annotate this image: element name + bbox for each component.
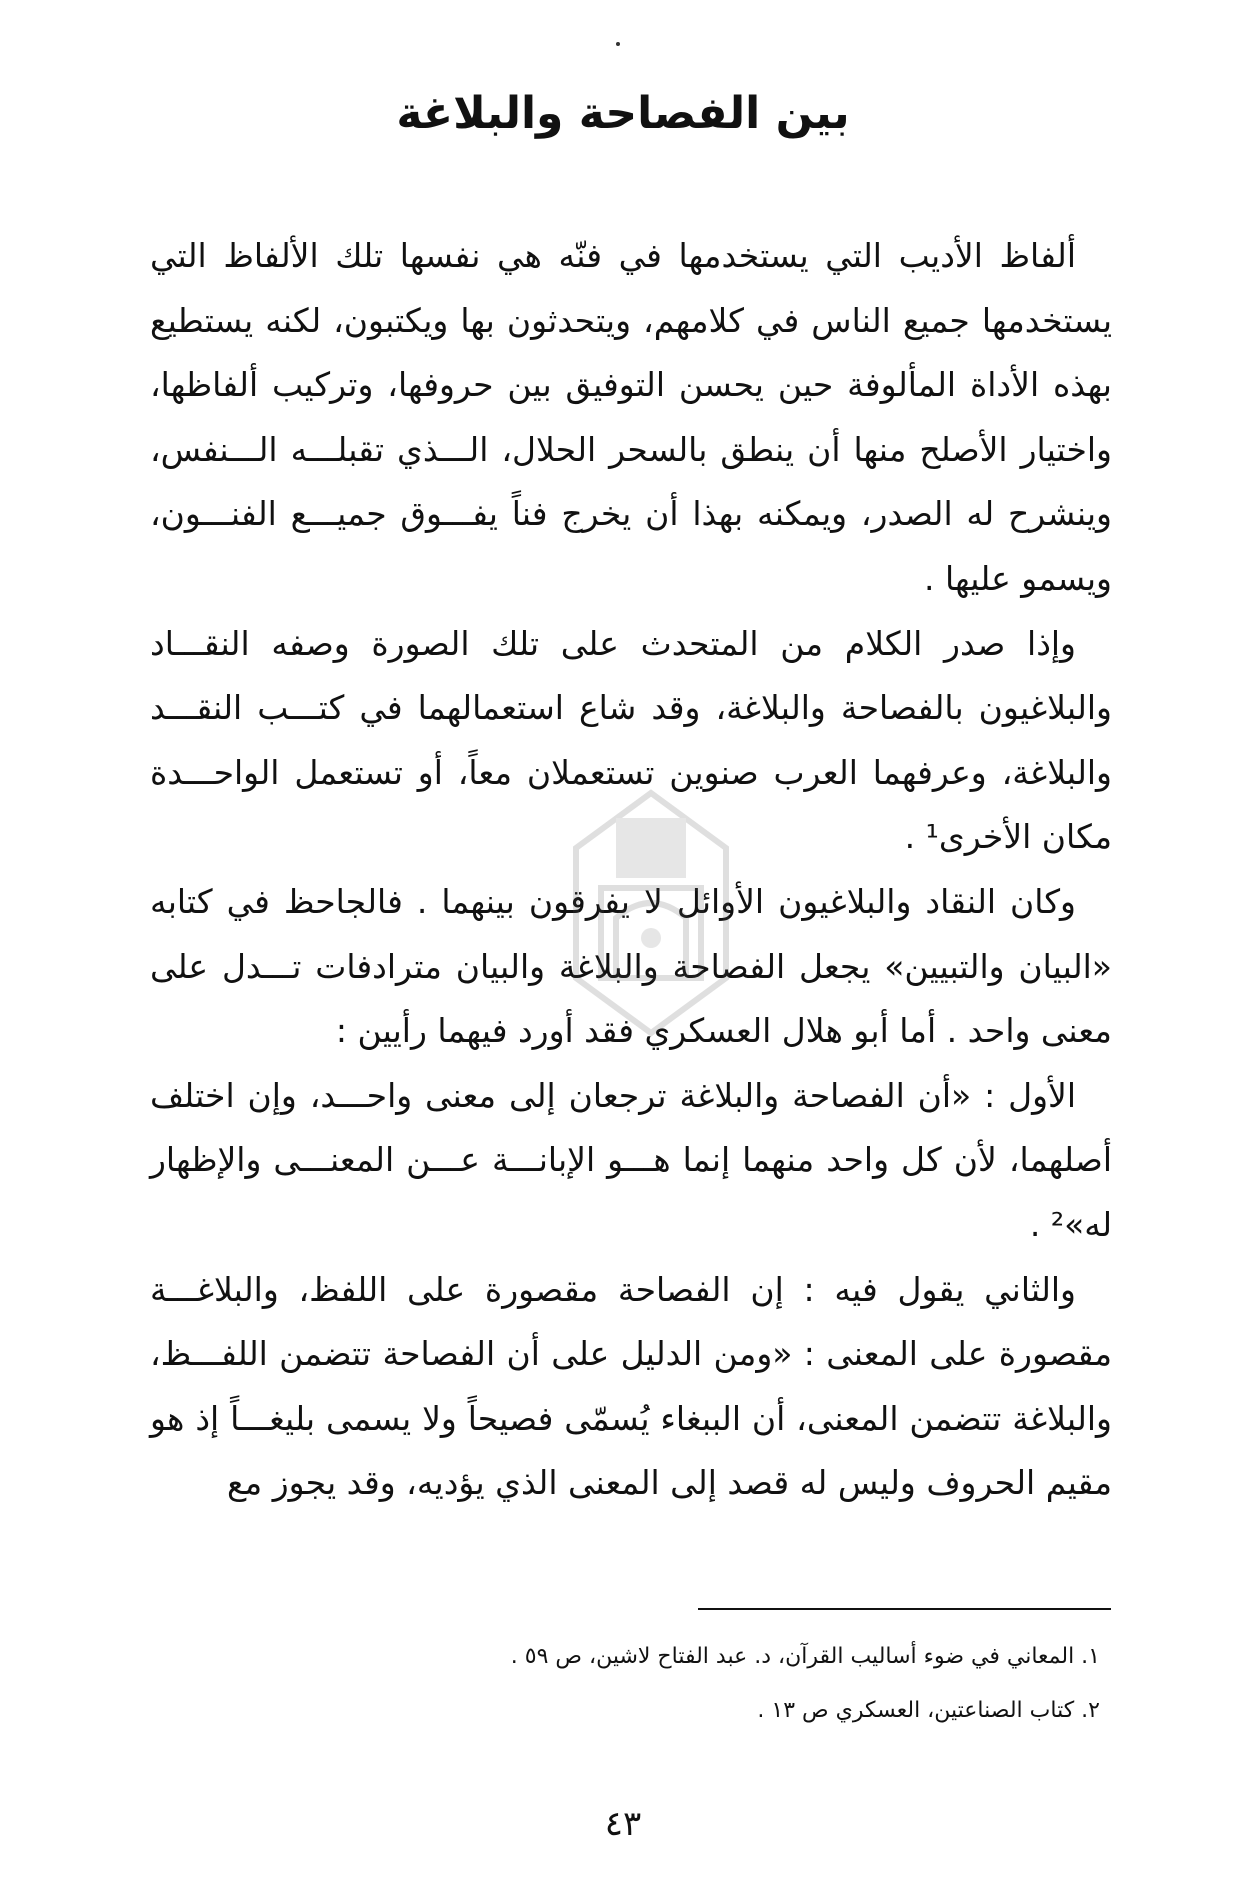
scan-speck xyxy=(616,42,620,46)
footnote-2: ٢. كتاب الصناعتين، العسكري ص ١٣ . xyxy=(757,1698,1100,1723)
page-number: ٤٣ xyxy=(604,1804,642,1844)
footnote-1: ١. المعاني في ضوء أساليب القرآن، د. عبد الفتاح لاشين، ص ٥٩ . xyxy=(510,1644,1100,1669)
library-emblem-watermark-icon xyxy=(556,788,746,1038)
footnotes xyxy=(150,1630,1100,1738)
paragraph-2: وإذا صدر الكلام من المتحدث على تلك الصورة وصفه النقـــاد والبلاغيون بالفصاحة والبلاغة، وقد شاع استعمالهما في كتـــب النقـــد والبلاغة، وعرفهما العرب صنوين تستعملان معاً، أو تستعمل الواحـــدة مكان الأخرى¹ . xyxy=(150,623,1112,857)
paragraph-5: والثاني يقول فيه : إن الفصاحة مقصورة على اللفظ، والبلاغـــة مقصورة على المعنى : «ومن الدليل على أن الفصاحة تتضمن اللفـــظ، والبلاغة تتضمن المعنى، أن الببغاء يُسمّى فصيحاً ولا يسمى بليغـــاً إذ هو مقيم الحروف وليس له قصد إلى المعنى الذي يؤديه، وقد يجوز مع xyxy=(150,1269,1112,1503)
paragraph-4: الأول : «أن الفصاحة والبلاغة ترجعان إلى معنى واحـــد، وإن اختلف أصلهما، لأن كل واحد منهما إنما هـــو الإبانـــة عـــن المعنـــى والإظهار له»² . xyxy=(150,1075,1112,1244)
page-title: بين الفصاحة والبلاغة xyxy=(396,88,850,139)
paragraph-1: ألفاظ الأديب التي يستخدمها في فنّه هي نفسها تلك الألفاظ التي يستخدمها جميع الناس في كلامهم، ويتحدثون بها ويكتبون، لكنه يستطيع بهذه الأداة المألوفة حين يحسن التوفيق بين حروفها، وتركيب ألفاظها، واختيار الأصلح منها أن ينطق بالسحر الحلال، الـــذي تقبلـــه الـــنفس، وينشرح له الصدر، ويمكنه بهذا أن يخرج فناً يفـــوق جميـــع الفنـــون، ويسمو عليها . xyxy=(150,236,1112,598)
footnote-divider xyxy=(698,1608,1111,1610)
paragraph-3: وكان النقاد والبلاغيون الأوائل لا يفرقون بينهما . فالجاحظ في كتابه «البيان والتبيين» يجعل الفصاحة والبلاغة والبيان مترادفات تـــدل على معنى واحد . أما أبو هلال العسكري فقد أورد فيهما رأيين : xyxy=(150,881,1112,1051)
